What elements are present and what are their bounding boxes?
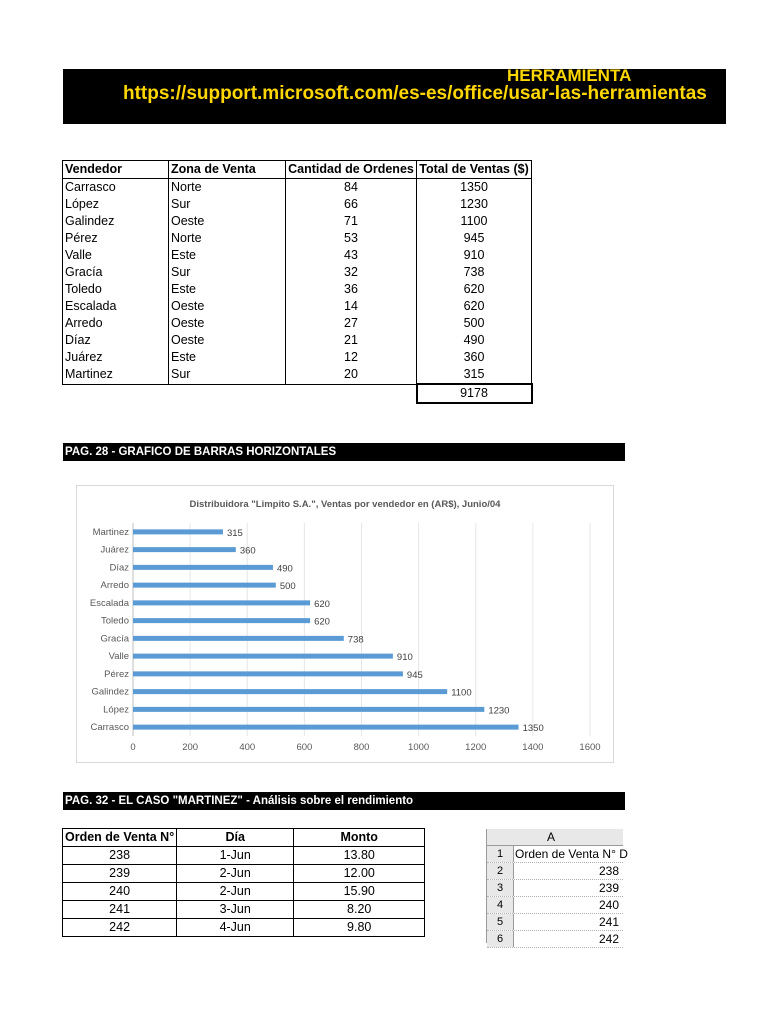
sales-cell: Oeste (169, 213, 286, 230)
bar (133, 529, 223, 534)
data-label: 1230 (488, 705, 510, 717)
sales-cell: 910 (417, 247, 532, 264)
orders-cell: 8.20 (294, 901, 425, 919)
sales-cell: 84 (286, 179, 417, 197)
orders-cell: 241 (63, 901, 177, 919)
excel-cell: Orden de Venta N° D (515, 847, 628, 861)
x-tick-label: 800 (353, 742, 370, 753)
table-row (63, 883, 425, 901)
orders-cell: 13.80 (294, 847, 425, 865)
x-tick-label: 1000 (408, 742, 430, 753)
sales-cell: 12 (286, 349, 417, 366)
table-row (63, 332, 532, 349)
sales-cell: Juárez (63, 349, 169, 366)
x-tick-label: 1600 (579, 742, 601, 753)
sales-cell: Carrasco (63, 179, 169, 197)
sales-cell: Norte (169, 230, 286, 247)
orders-cell: 238 (63, 847, 177, 865)
data-label: 1350 (522, 723, 544, 735)
sales-cell: 66 (286, 196, 417, 213)
sales-cell: 360 (417, 349, 532, 366)
sales-cell: Arredo (63, 315, 169, 332)
bar (133, 618, 310, 623)
excel-cell: 238 (598, 864, 619, 878)
excel-row-number: 6 (487, 931, 514, 947)
sales-cell: 14 (286, 298, 417, 315)
sales-cell: Sur (169, 264, 286, 281)
bar (133, 636, 344, 641)
sales-cell: Toledo (63, 281, 169, 298)
sales-cell: Galindez (63, 213, 169, 230)
sales-cell: 1230 (417, 196, 532, 213)
data-label: 315 (226, 527, 243, 539)
table-row (63, 196, 532, 213)
orders-header-1: Día (177, 829, 294, 847)
data-label: 910 (396, 652, 413, 664)
orders-cell: 2-Jun (177, 865, 294, 883)
banner-url-link[interactable]: https://support.microsoft.com/es-es/office/usar-las-herramientas (123, 83, 707, 104)
table-row (63, 349, 532, 366)
orders-cell: 242 (63, 919, 177, 937)
excel-row-number: 5 (487, 914, 514, 930)
excel-row-number: 3 (487, 880, 514, 896)
x-tick-label: 600 (296, 742, 313, 753)
sales-cell: 36 (286, 281, 417, 298)
excel-row-number: 1 (487, 846, 514, 862)
table-row (63, 315, 532, 332)
table-row (63, 264, 532, 281)
data-label: 360 (239, 545, 256, 557)
bar (133, 565, 273, 570)
empty-cell (169, 384, 286, 403)
table-row (63, 901, 425, 919)
sales-cell: Martinez (63, 366, 169, 384)
orders-cell: 3-Jun (177, 901, 294, 919)
category-label: Valle (108, 651, 129, 663)
table-row (63, 847, 425, 865)
sales-cell: Este (169, 281, 286, 298)
orders-header-2: Monto (294, 829, 425, 847)
sales-cell: 738 (417, 264, 532, 281)
orders-cell: 15.90 (294, 883, 425, 901)
sales-header-1: Zona de Venta (169, 161, 286, 179)
excel-cell: 240 (598, 898, 619, 912)
orders-cell: 2-Jun (177, 883, 294, 901)
excel-cell: 241 (598, 915, 619, 929)
sales-header-3: Total de Ventas ($) (417, 161, 532, 179)
table-row (63, 865, 425, 883)
table-row (63, 281, 532, 298)
sales-cell: Oeste (169, 315, 286, 332)
data-label: 620 (314, 616, 330, 628)
orders-cell: 9.80 (294, 919, 425, 937)
table-row (63, 298, 532, 315)
category-label: Juárez (100, 544, 129, 556)
orders-table (62, 828, 425, 937)
sales-cell: 315 (417, 366, 532, 384)
category-label: Gracía (100, 633, 129, 645)
banner-title: HERRAMIENTA (507, 66, 632, 85)
data-label: 738 (347, 634, 364, 646)
x-tick-label: 400 (239, 742, 256, 753)
sales-cell: 71 (286, 213, 417, 230)
excel-row (487, 897, 623, 914)
bar (133, 583, 276, 588)
sales-cell: Sur (169, 196, 286, 213)
sales-cell: Gracía (63, 264, 169, 281)
excel-row (487, 914, 623, 931)
sales-cell: Este (169, 247, 286, 264)
x-tick-label: 1400 (522, 742, 544, 753)
excel-row-number: 4 (487, 897, 514, 913)
sales-cell: 1100 (417, 213, 532, 230)
table-row (63, 179, 532, 197)
category-label: Pérez (104, 668, 129, 680)
bar (133, 600, 310, 605)
sales-cell: 490 (417, 332, 532, 349)
sales-cell: Sur (169, 366, 286, 384)
bar (133, 654, 393, 659)
excel-row (487, 931, 623, 948)
bar (133, 671, 403, 676)
table-row (63, 213, 532, 230)
sales-cell: Valle (63, 247, 169, 264)
data-label: 945 (406, 669, 423, 681)
data-label: 1100 (451, 687, 472, 699)
category-label: Toledo (101, 615, 129, 627)
table-row (63, 919, 425, 937)
sales-cell: Oeste (169, 332, 286, 349)
sales-cell: Oeste (169, 298, 286, 315)
sales-cell: Norte (169, 179, 286, 197)
sales-cell: Este (169, 349, 286, 366)
table-row (63, 247, 532, 264)
section-bar-martinez: PAG. 32 - EL CASO "MARTINEZ" - Análisis sobre el rendimiento (63, 792, 625, 810)
x-tick-label: 200 (182, 742, 199, 753)
table-row (63, 230, 532, 247)
category-label: Martinez (92, 526, 129, 538)
excel-column-header (487, 829, 623, 846)
bar (133, 547, 236, 552)
empty-cell (286, 384, 417, 403)
orders-cell: 1-Jun (177, 847, 294, 865)
orders-cell: 4-Jun (177, 919, 294, 937)
excel-cell: 242 (598, 932, 619, 946)
excel-row-number: 2 (487, 863, 514, 879)
excel-row (487, 863, 623, 880)
bar-chart (76, 485, 614, 763)
bar (133, 725, 519, 730)
data-label: 490 (276, 563, 293, 575)
chart-title: Distribuidora "Limpito S.A.", Ventas por vendedor en (AR$), Junio/04 (189, 499, 501, 510)
excel-column-label: A (547, 830, 556, 844)
sales-cell: 1350 (417, 179, 532, 197)
sales-cell: 43 (286, 247, 417, 264)
sales-cell: Díaz (63, 332, 169, 349)
sales-cell: 945 (417, 230, 532, 247)
orders-cell: 12.00 (294, 865, 425, 883)
sales-cell: 53 (286, 230, 417, 247)
category-label: Galindez (91, 686, 129, 698)
sales-cell: 21 (286, 332, 417, 349)
sales-cell: López (63, 196, 169, 213)
x-tick-label: 0 (130, 742, 136, 753)
data-label: 620 (314, 598, 330, 610)
sales-cell: 27 (286, 315, 417, 332)
section-bar-bar-chart: PAG. 28 - GRAFICO DE BARRAS HORIZONTALES (63, 443, 625, 461)
category-label: Carrasco (90, 722, 129, 734)
category-label: López (103, 704, 129, 716)
sales-header-0: Vendedor (63, 161, 169, 179)
sales-table (62, 160, 533, 404)
excel-row (487, 846, 628, 863)
excel-row (487, 880, 623, 897)
orders-header-0: Orden de Venta N° (63, 829, 177, 847)
x-tick-label: 1200 (465, 742, 487, 753)
bar (133, 707, 484, 712)
orders-cell: 239 (63, 865, 177, 883)
sales-cell: 500 (417, 315, 532, 332)
sales-cell: Escalada (63, 298, 169, 315)
bar (133, 689, 447, 694)
sales-cell: Pérez (63, 230, 169, 247)
category-label: Arredo (100, 580, 129, 592)
sales-cell: 32 (286, 264, 417, 281)
chart-svg (77, 486, 613, 762)
data-label: 500 (279, 581, 296, 593)
sales-cell: 620 (417, 281, 532, 298)
sales-cell: 20 (286, 366, 417, 384)
sales-cell: 620 (417, 298, 532, 315)
title-banner (63, 66, 726, 124)
sales-header-2: Cantidad de Ordenes (286, 161, 417, 179)
orders-cell: 240 (63, 883, 177, 901)
sales-total: 9178 (417, 384, 532, 403)
category-label: Escalada (89, 597, 129, 609)
excel-screenshot (486, 829, 628, 946)
excel-cell: 239 (598, 881, 619, 895)
table-row (63, 366, 532, 384)
empty-cell (63, 384, 169, 403)
category-label: Díaz (109, 562, 129, 574)
